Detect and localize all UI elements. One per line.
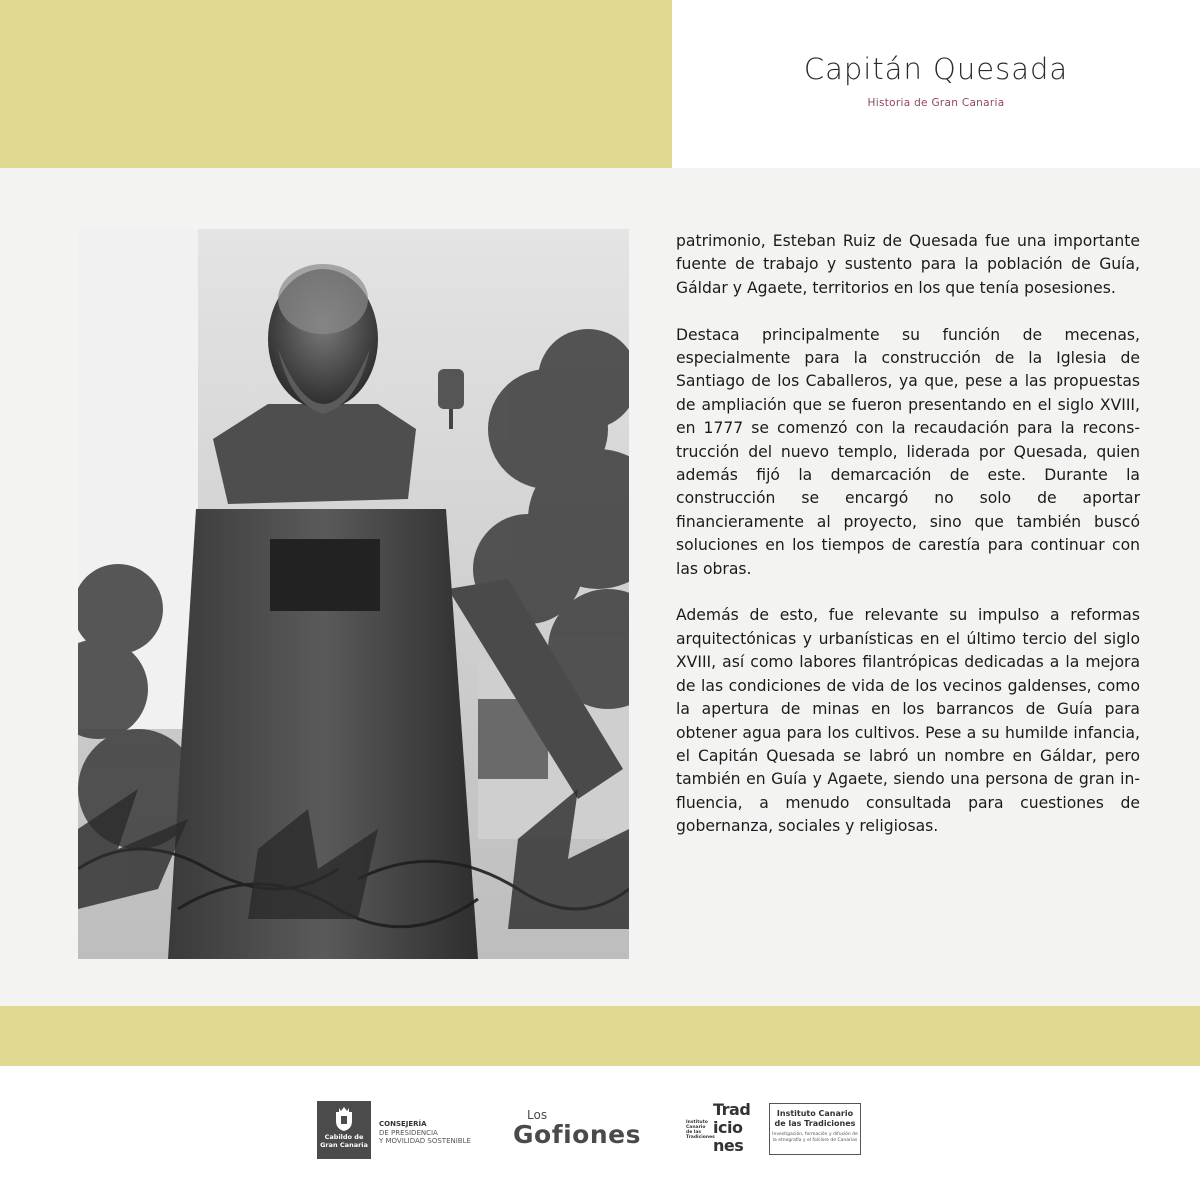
paragraph-1: patrimonio, Esteban Ruiz de Quesada fue una importante fuente de trabajo y sustento para la población de Guía, Gáldar y Agaete, territorios en los que tenía posesiones. — [676, 232, 1140, 297]
gofiones-small: Los — [527, 1108, 548, 1122]
crest-icon — [333, 1106, 355, 1132]
paragraph-2: Destaca principalmente su función de mecenas, especialmente para la construcción de la Iglesia de Santiago de los Caballeros, ya que, pese a las propuestas de ampliación que se fueron presentando en el siglo XVIII, en 1777 se comenzó con la recaudación para la reconstrucción del nuevo templo, liderada por Quesada, quien además fijó la demarcación de este. Durante la construcción se encargó no solo de aportar financieramente al proyecto, sino que también buscó soluciones en los tiempos de carestía para continuar con las obras. — [676, 325, 1140, 578]
cabildo-crest-box — [317, 1101, 371, 1159]
header — [672, 0, 1200, 168]
footer-logos — [0, 1066, 1200, 1200]
gofiones-logo — [513, 1108, 653, 1152]
cabildo-line1: CONSEJERÍA — [379, 1120, 427, 1128]
photo-illustration — [78, 229, 629, 959]
tradiciones-w2: icio — [713, 1118, 743, 1137]
tradiciones-w1: Trad — [713, 1100, 751, 1119]
tradiciones-logo — [686, 1100, 766, 1160]
gofiones-name: Gofiones — [513, 1120, 641, 1149]
page-title: Capitán Quesada — [803, 52, 1069, 86]
cabildo-text — [379, 1120, 479, 1146]
instituto-tagline: Investigación, formación y difusión de la etnografía y el folclore de Canarias — [772, 1132, 858, 1143]
paragraph-3: Además de esto, fue relevante su impulso a reformas arquitectónicas y urbanísticas en el último tercio del siglo XVIII, así como labores filantrópicas dedicadas a la mejora de las condiciones de vida de los vecinos galdenses, como la apertura de minas en los barrancos de Guía para obtener agua para los cultivos. Pese a su humilde infancia, el Capitán Quesada se labró un nombre en Gáldar, pero también en Guía y Agaete, siendo una persona de gran influencia, a menudo consultada para cuestiones de gobernanza, sociales y religiosas. — [676, 606, 1140, 836]
top-color-band — [0, 0, 672, 168]
page-subtitle: Historia de Gran Canaria — [867, 97, 1005, 109]
instituto-title: Instituto Canario de las Tradiciones — [774, 1109, 856, 1128]
tradiciones-w3: nes — [713, 1136, 744, 1155]
cabildo-box-line2: Gran Canaria — [320, 1140, 368, 1149]
tradiciones-small: Instituto Canario de las Tradiciones — [686, 1120, 715, 1140]
cabildo-line3: Y MOVILIDAD SOSTENIBLE — [379, 1137, 471, 1145]
cabildo-logo — [317, 1101, 477, 1159]
content-panel — [0, 168, 1200, 1006]
bust-statue-photo — [78, 229, 629, 959]
body-text — [676, 230, 1140, 862]
bottom-color-band — [0, 1006, 1200, 1066]
cabildo-box-line1: Cabildo de — [324, 1133, 364, 1141]
instituto-logo — [769, 1103, 861, 1155]
cabildo-line2: DE PRESIDENCIA — [379, 1128, 438, 1137]
